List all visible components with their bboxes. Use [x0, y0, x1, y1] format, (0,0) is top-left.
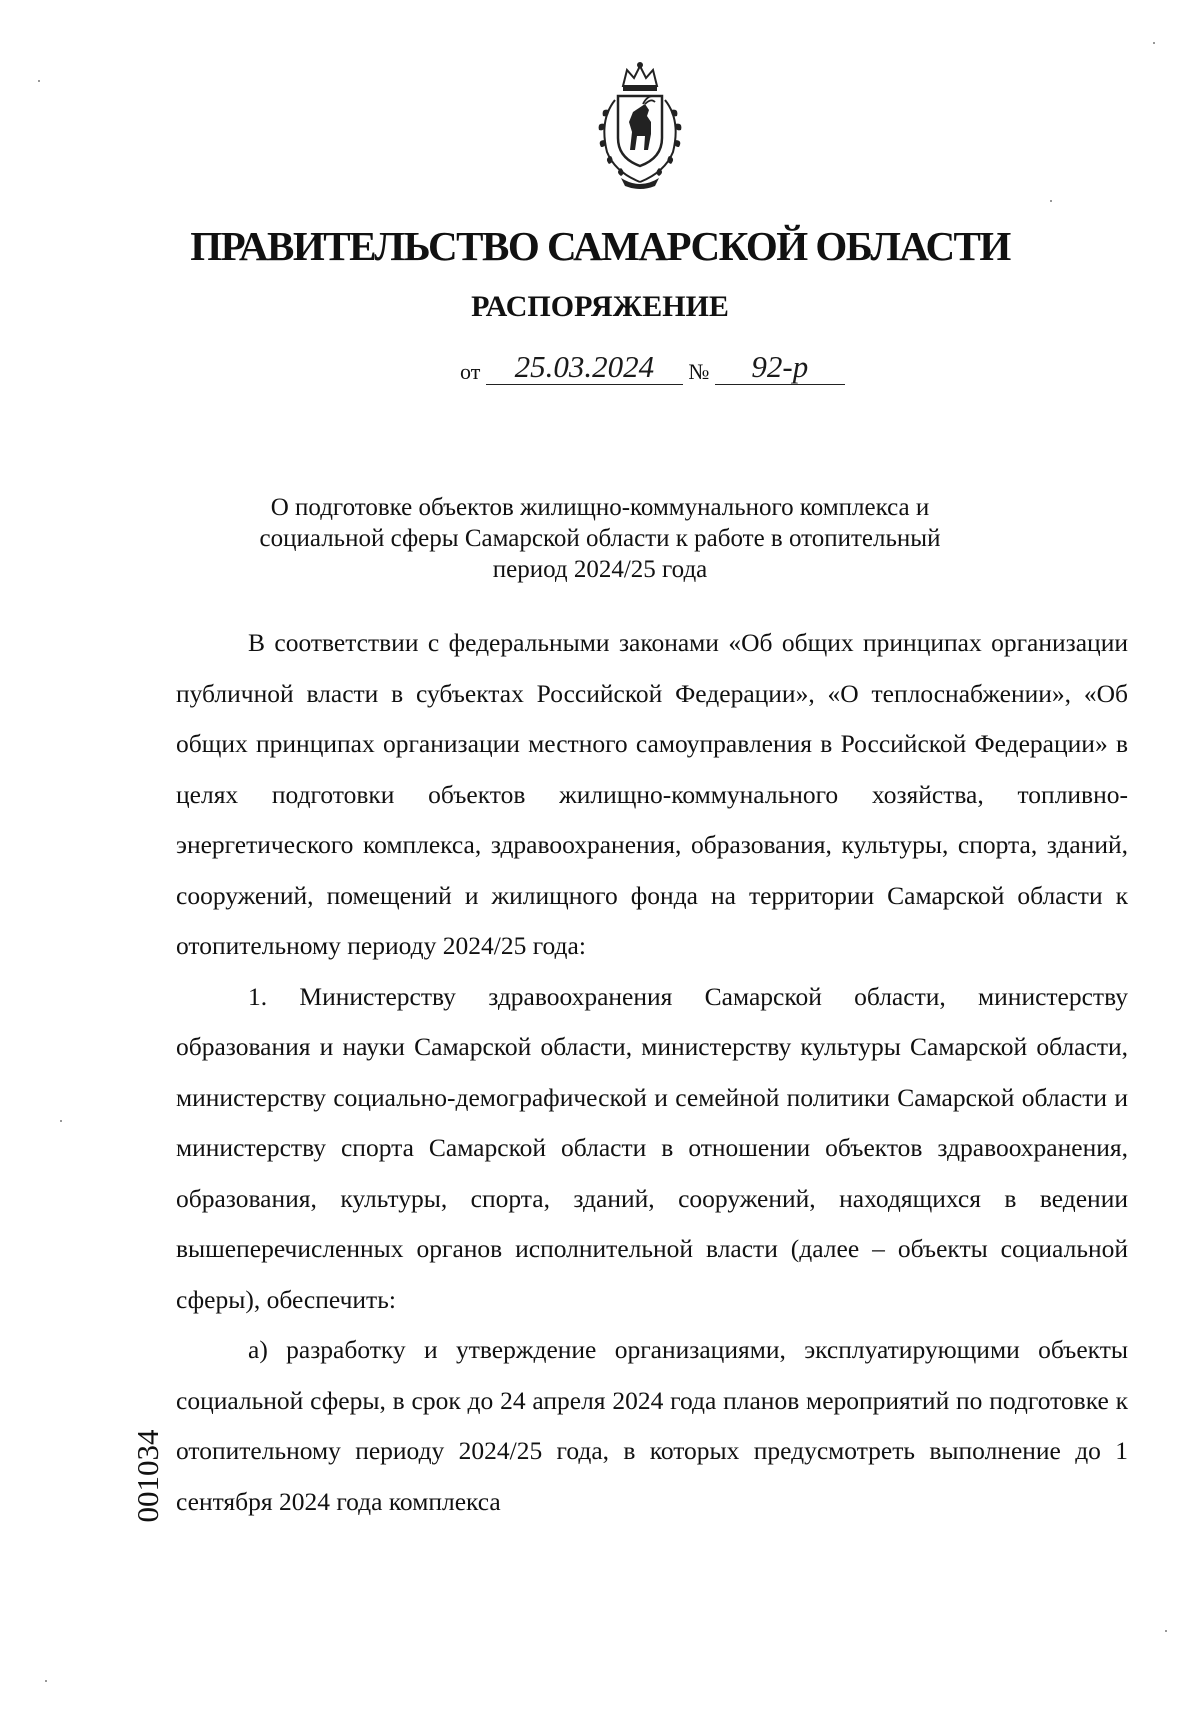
clause-1-paragraph: 1. Министерству здравоохранения Самарской области, министерству образования и науки Самарской области, министерству культуры Самарской области, министерству социально-демографической и семейной политики Самарской области и министерству спорта Самарской области в отношении объектов здравоохранения, образования, культуры, спорта, зданий, сооружений, находящихся в ведении вышеперечисленных органов исполнительной власти (далее – объекты социальной сферы), обеспечить: [176, 981, 1128, 1314]
scan-speck [60, 1120, 62, 1122]
preamble-paragraph: В соответствии с федеральными законами «Об общих принципах организации публичной власти в субъектах Российской Федерации», «О теплоснабжении», «Об общих принципах организации местного самоуправления в Российской Федерации» в целях подготовки объектов жилищно-коммунального хозяйства, топливно-энергетического комплекса, здравоохранения, образования, культуры, спорта, зданий, сооружений, помещений и жилищного фонда на территории Самарской области к отопительному периоду 2024/25 года: [176, 628, 1128, 960]
date-from-label: от [460, 359, 481, 384]
scan-speck [1153, 42, 1155, 44]
handwritten-number: 92-р [715, 350, 845, 385]
document-type: РАСПОРЯЖЕНИЕ [471, 290, 729, 323]
scan-speck [1165, 1630, 1167, 1632]
document-subject: О подготовке объектов жилищно-коммунального комплекса и социальной сферы Самарской области к работе в отопительный период 2024/25 года [259, 494, 941, 583]
organization-title: ПРАВИТЕЛЬСТВО САМАРСКОЙ ОБЛАСТИ [190, 223, 1010, 269]
handwritten-date: 25.03.2024 [486, 350, 683, 385]
clause-1a-paragraph: а) разработку и утверждение организациями, эксплуатирующими объекты социальной сферы, в срок до 24 апреля 2024 года планов мероприятий по подготовке к отопительному периоду 2024/25 года, в которых предусмотреть выполнение до 1 сентября 2024 года комплекса [176, 1335, 1128, 1516]
scan-speck [45, 1680, 47, 1682]
number-label: № [688, 359, 710, 384]
scan-speck [38, 80, 40, 82]
margin-serial-number: 001034 [130, 1429, 165, 1523]
scan-speck [1050, 200, 1052, 202]
dateline [460, 350, 845, 390]
coat-of-arms-icon [585, 60, 695, 190]
document-body [176, 618, 1128, 1527]
